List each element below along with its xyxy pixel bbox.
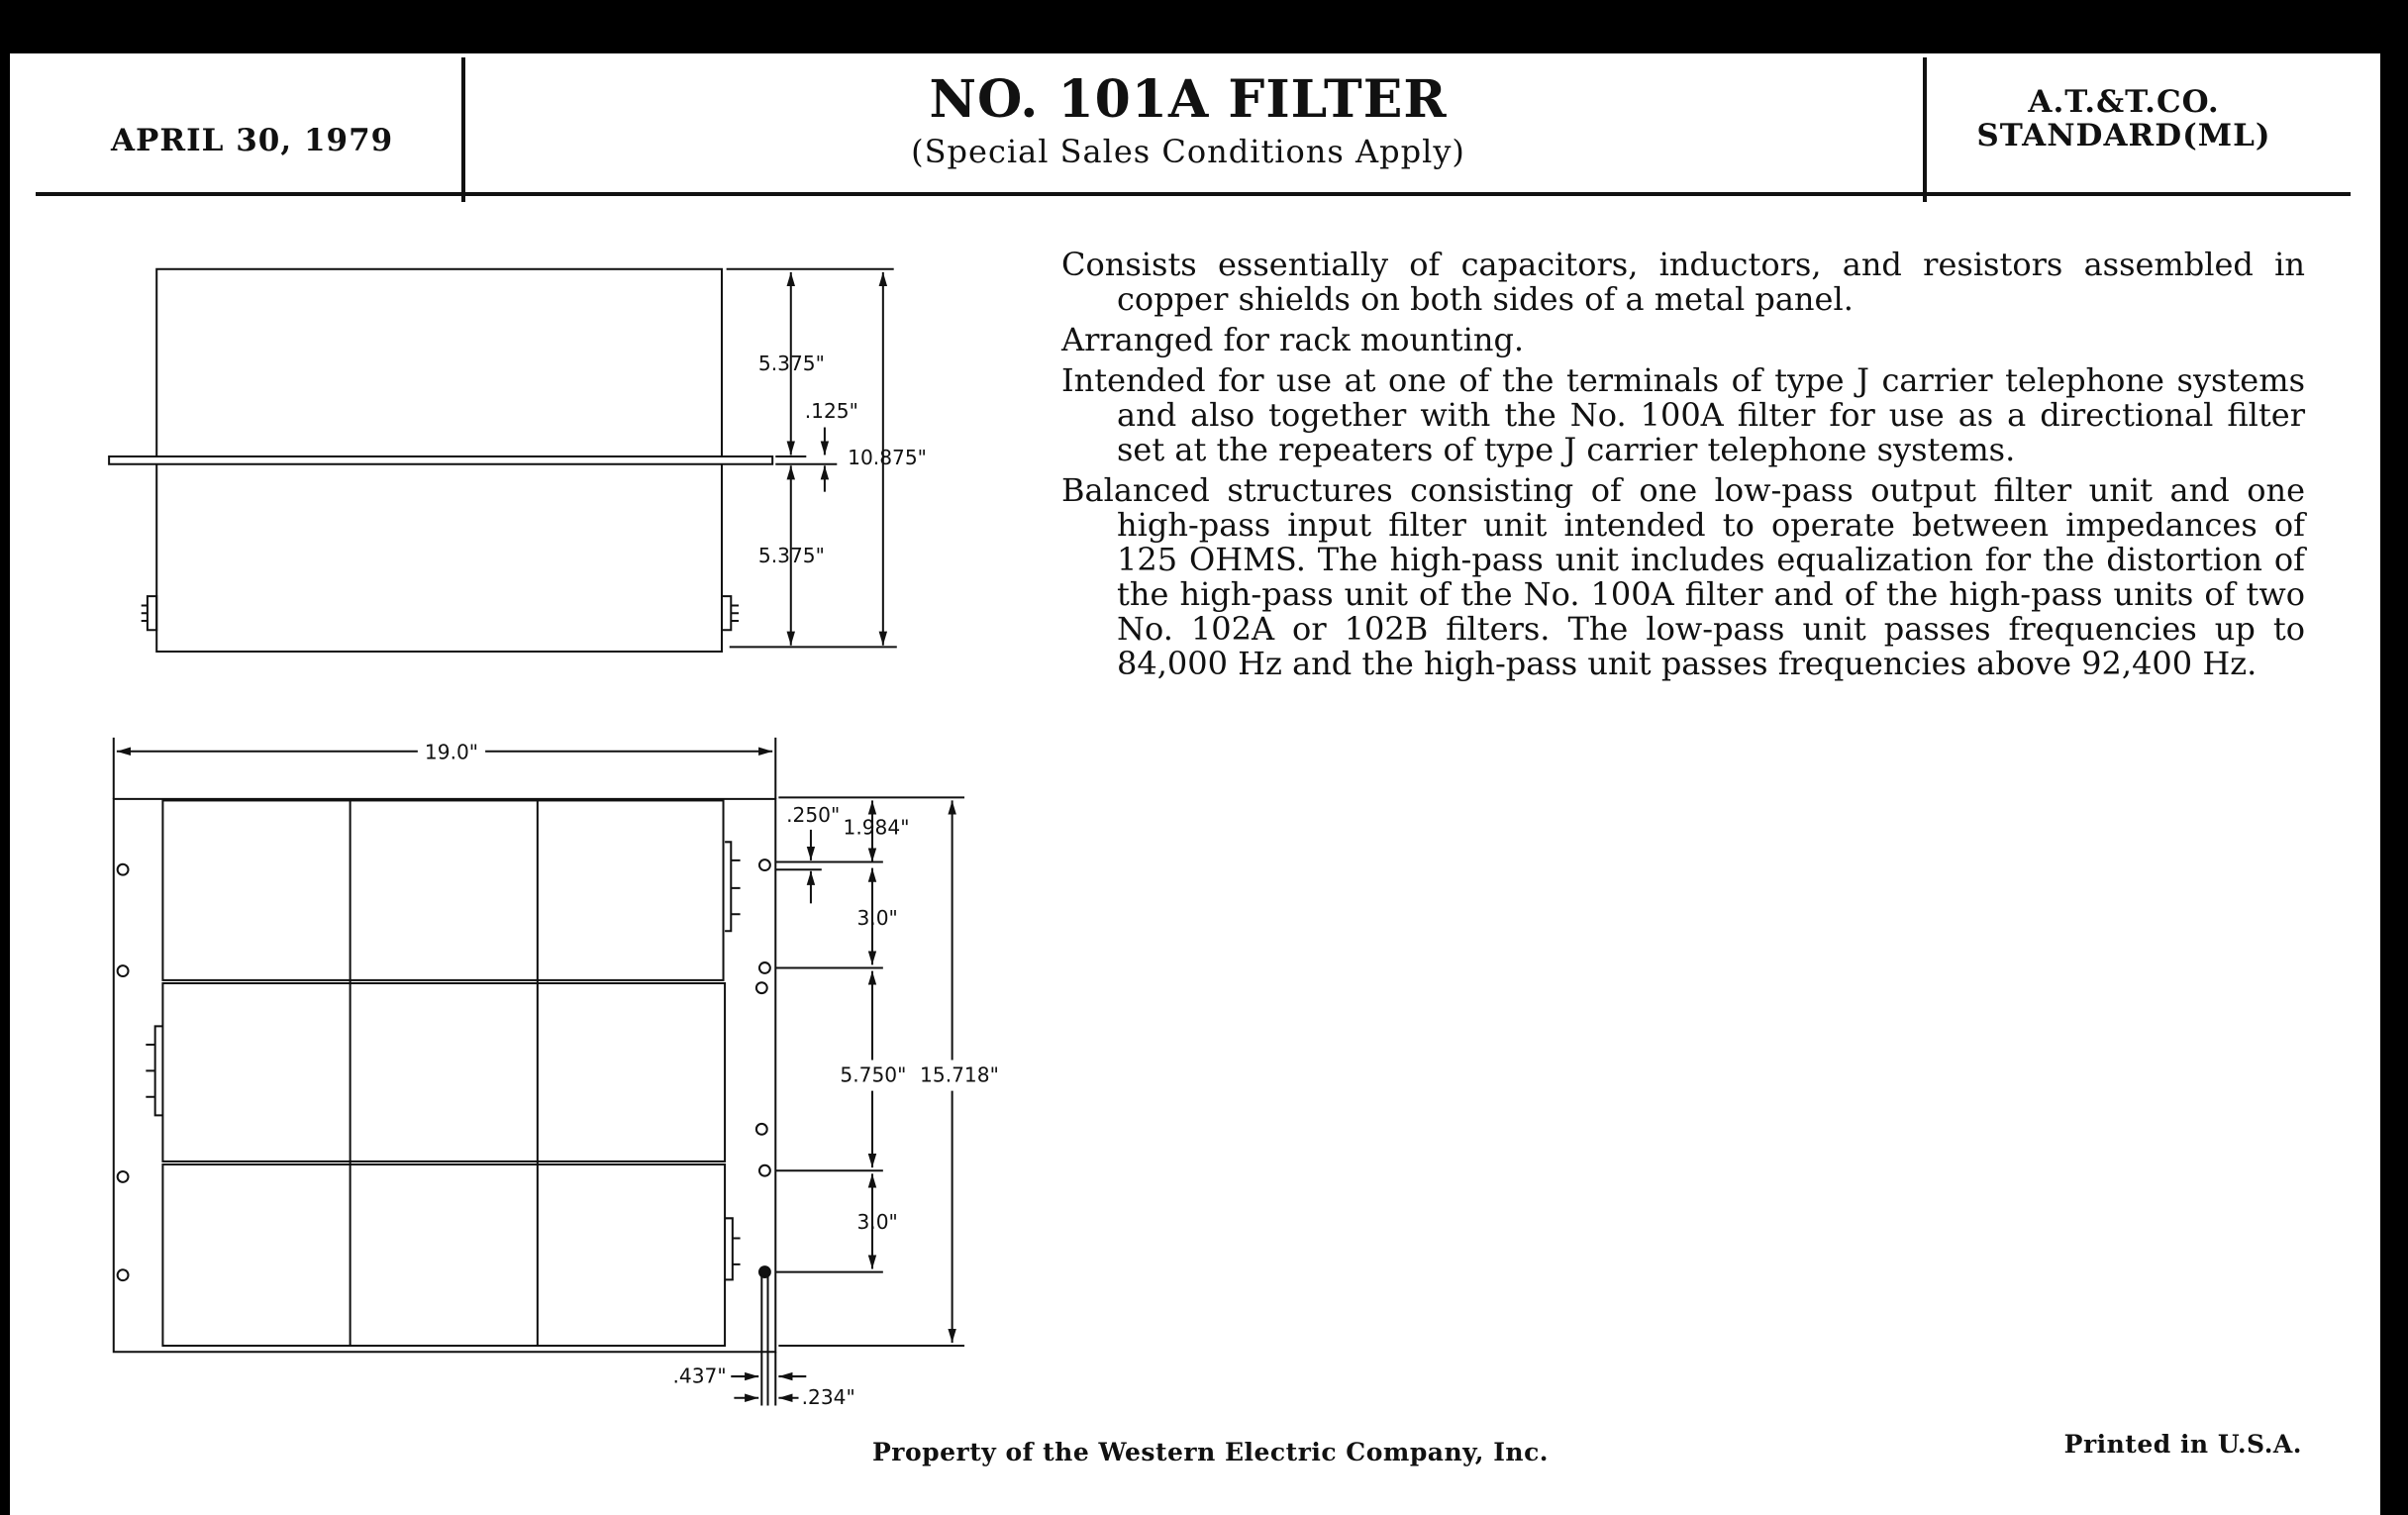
page-subtitle: (Special Sales Conditions Apply) [911,133,1465,170]
connector-icon [722,596,739,630]
description-paragraph: Balanced structures consisting of one low-pass output filter unit and one high-pass input filter unit intended to operate between impedances of 125 OHMS. The high-pass unit includes equalization for the distortion of the high-pass unit of the No. 100A filter and of the high-pass units of two No. 102A or 102B filters. The low-pass unit passes frequencies up to 84,000 Hz and the high-pass unit passes frequencies above 92,400 Hz. [1061,471,2305,682]
dim-panel-width: 19.0" [424,740,479,764]
connector-icon [142,596,157,630]
dim-upper-height: 5.375" [757,352,825,376]
description-paragraph: Consists essentially of capacitors, inductors, and resistors assembled in copper shields on both sides of a metal panel. [1061,246,2305,318]
dim-lower-height: 5.375" [757,544,825,568]
filter-unit-row [162,800,723,979]
description-paragraph: Arranged for rack mounting. [1061,321,1525,358]
dim-panel-height: 15.718" [920,1062,999,1087]
mounting-panel [109,456,772,464]
filter-unit-row [162,1164,725,1346]
company-name: A.T.&T.CO. [2028,84,2220,120]
dim-panel-thickness: .125" [804,399,858,424]
side-view [109,269,927,652]
rack-panel [114,799,775,1352]
connector-icon [725,842,741,931]
property-notice: Property of the Western Electric Company, Inc. [872,1438,1550,1466]
dim-edge-a: .437" [672,1364,727,1388]
printed-notice: Printed in U.S.A. [2063,1430,2302,1459]
mounting-holes [118,859,770,1280]
front-view [114,738,999,1409]
connector-icon [725,1218,741,1279]
filter-unit-row [162,983,725,1162]
dim-hole-diameter: .250" [786,803,841,828]
standard-code: STANDARD(ML) [1976,118,2271,153]
connector-icon [146,1026,162,1115]
dim-spacing-middle: 5.750" [840,1062,907,1087]
filter-units [162,800,725,1346]
dim-top-offset: 1.984" [843,815,910,840]
dim-spacing-bottom: 3.0" [856,1210,898,1235]
description-paragraph: Intended for use at one of the terminals of type J carrier telephone systems and also together with the No. 100A filter for use as a directional filter set at the repeaters of type J carrier telephone systems. [1061,361,2305,468]
dim-edge-b: .234" [801,1384,855,1409]
page-title: NO. 101A FILTER [929,69,1448,130]
dim-spacing-top: 3.0" [856,906,898,931]
issue-date: APRIL 30, 1979 [111,123,394,158]
dim-total-depth: 10.875" [848,445,927,469]
